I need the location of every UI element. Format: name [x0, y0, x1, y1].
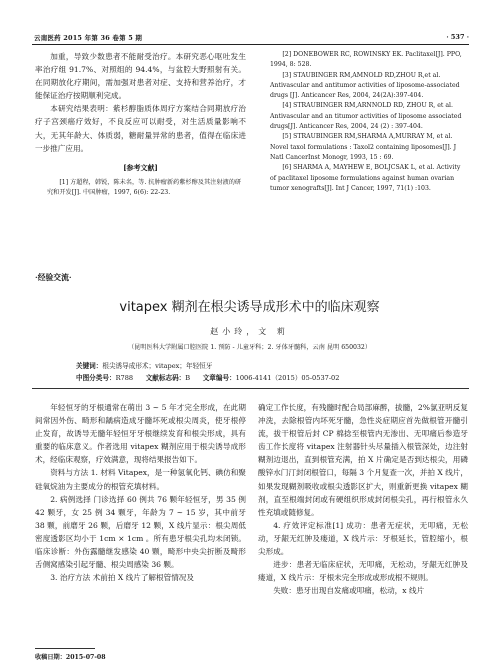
body-paragraph: 2. 病例选择 门诊选择 60 例共 76 颗年轻恒牙，男 35 例 42 颗牙，女 25 例 34 颗牙，年龄为 7 ~ 15 岁，其中前牙 38 颗，前磨牙 26 颗，后磨牙 12 颗，X 线片显示：根尖周低密度透影区均小于 1cm × 1cm 。所有患牙根尖孔均未闭锁。临床诊断：外伤露髓继发感染 40 颗，畸形中央尖折断及畸形舌侧窝感染引起牙髓、根尖周感染 36 颗。	[35, 494, 246, 570]
reference-item: [2] DONEBOWER RC, ROWINSKY EK. Paclitaxel[J]. PPO, 1994, 8: 528.	[270, 51, 462, 69]
received-date: 收稿日期：2015-07-08	[35, 654, 106, 661]
body-paragraph: 年轻恒牙的牙根通常在萌出 3 ~ 5 年才完全形成，在此期间常因外伤、畸形和龋病造成牙髓坏死或根尖周炎，使牙根停止发育，故诱导无髓年轻恒牙牙根继续发育和根尖形成，具有重要的临床意义。作者选用 vitapex 糊剂应用于根尖诱导成形术，经临床观察，疗效满意，现将结果报告如下。	[35, 403, 246, 465]
body-paragraph: 4. 疗效评定标准[1] 成功：患者无症状，无叩痛，无松动，牙龈无红肿及瘘道，X 线片示：牙根延长，管腔缩小，根尖形成。	[258, 520, 468, 557]
left-paragraph: 本研究结果表明：紫杉醇脂质体周疗方案结合同期放疗治疗子宫颈癌疗效好，不良反应可以耐受，对生活质量影响不大，无其年龄大、体质弱，糖耐量异常的患者，值得在临床进一步推广应用。	[35, 104, 246, 153]
left-top-column	[35, 50, 246, 198]
header-rule	[32, 44, 469, 45]
reference-item: [4] STRAUBINGER RM,ARNNOLD RD, ZHOU R, et al. Antivascular and an titumor activities of liposome associated drugs[J]. Anticancer Res, 2004, 24 (2) : 397-404.	[270, 102, 462, 131]
article-no-label: 文章编号：	[202, 374, 236, 382]
section-label: ·经验交流·	[35, 273, 72, 282]
body-paragraph: 资料与方法 1. 材料 Vitapex，是一种氢氧化钙、碘仿和聚硅氧烷油为主要成分的根管充填材料。	[35, 468, 246, 491]
classification-line	[76, 372, 339, 382]
article-title: vitapex 糊剂在根尖诱导成形术中的临床观察	[119, 300, 380, 315]
left-paragraph: 加重，导致少数患者不能耐受治疗。本研究恶心呕吐发生率治疗组 91.7%、对照组的 94.4%，与盆腔大野照射有关。在同期放化疗期间，需加强对患者对症、支持和营养治疗，才能保证治疗按期顺利完成。	[35, 52, 246, 101]
keywords-line	[76, 360, 212, 370]
right-top-column	[258, 50, 468, 194]
class-value: R788	[115, 374, 134, 382]
references-title: [参考文献]	[123, 162, 158, 172]
reference-item: [3] STAUBINGER RM,AMNOLD RD,ZHOU R,et al. Antivascular and antitumor activities of liposome-associated drugs [J]. Anticancer Res, 2004, 24(2A):397-404.	[270, 71, 460, 100]
keywords-value: 根尖诱导成形术；vitapex；年轻恒牙	[102, 362, 213, 370]
journal-header: 云南医药 2015 年第 36 卷第 5 期	[34, 34, 143, 42]
article-affiliation: （昆明医科大学附属口腔医院 1. 预防 - 儿童牙科；2. 牙体牙髓科，云南 昆明 650032）	[127, 344, 372, 351]
body-paragraph: 确定工作长度，有残髓时配合局部麻醉，拔髓，2%氯亚明反复冲洗，去除根管内坏死牙髓，急性炎症期应首先做根管开髓引流，拔干根管后封 CP 棉捻至根管内无渗出、无叩痛后参造牙齿工作长度将 vitapex 注射器针头尽量插入根管深处，边注射糊剂边退出，直到根管充满，拍 X 片确定是否到达根尖，用磷酸锌水门汀封闭根管口，每隔 3 个月复查一次，并拍 X 线片，如果发现糊剂吸收或根尖透影区扩大，则重新更换 vitapex 糊剂，直至根端封闭或有硬组织形成封闭根尖孔，再行根管永久性充填或随修复。	[258, 403, 468, 517]
doccode-value: B	[185, 374, 191, 382]
reference-item: [6] SHARMA A, MAYHEW E, BOLJCSAK L, et al. Activity of paclitaxel liposome formulations against human ovarian tumor xenografts[J]. Int J Cancer, 1997, 71(1) :103.	[270, 164, 461, 192]
doccode-label: 文献标志码：	[145, 374, 186, 382]
keywords-label: 关键词：	[76, 362, 103, 370]
reference-item: [1] 方超程，韩锐，陈未名，等. 抗肿瘤新药紫杉醇及其注射液的研究和开发[J]. 中国肿瘤，1997, 6(6): 22-23.	[47, 178, 242, 197]
class-label: 中图分类号：	[76, 374, 116, 382]
footnote-rule	[35, 648, 95, 649]
abstract-rule	[32, 388, 469, 389]
article-authors: 赵小玲，文 莉	[210, 327, 289, 336]
article-no-value: 1006-4141（2015）05-0537-02	[235, 374, 340, 382]
body-paragraph: 失败：患牙出现自发痛或叩痛，松动，x 线片	[273, 586, 425, 596]
body-paragraph: 3. 治疗方法 术前拍 X 线片了解根管情况及	[50, 573, 194, 583]
page-number: · 537 ·	[446, 33, 469, 41]
body-paragraph: 进步：患者无临床症状，无叩痛，无松动，牙龈无红肿及瘘道，X 线片示：牙根未完全形成或形成根不规则。	[258, 560, 468, 583]
body-left-column	[35, 401, 246, 584]
reference-item: [5] STRAUBINGER RM,SHARMA A,MURRAY M, et al. Novel taxol formulations : Taxol2 containing liposomes[J]. J Natl CancerInst Monogr, 1993, 15 : 69.	[270, 133, 457, 161]
body-right-column	[258, 401, 468, 597]
